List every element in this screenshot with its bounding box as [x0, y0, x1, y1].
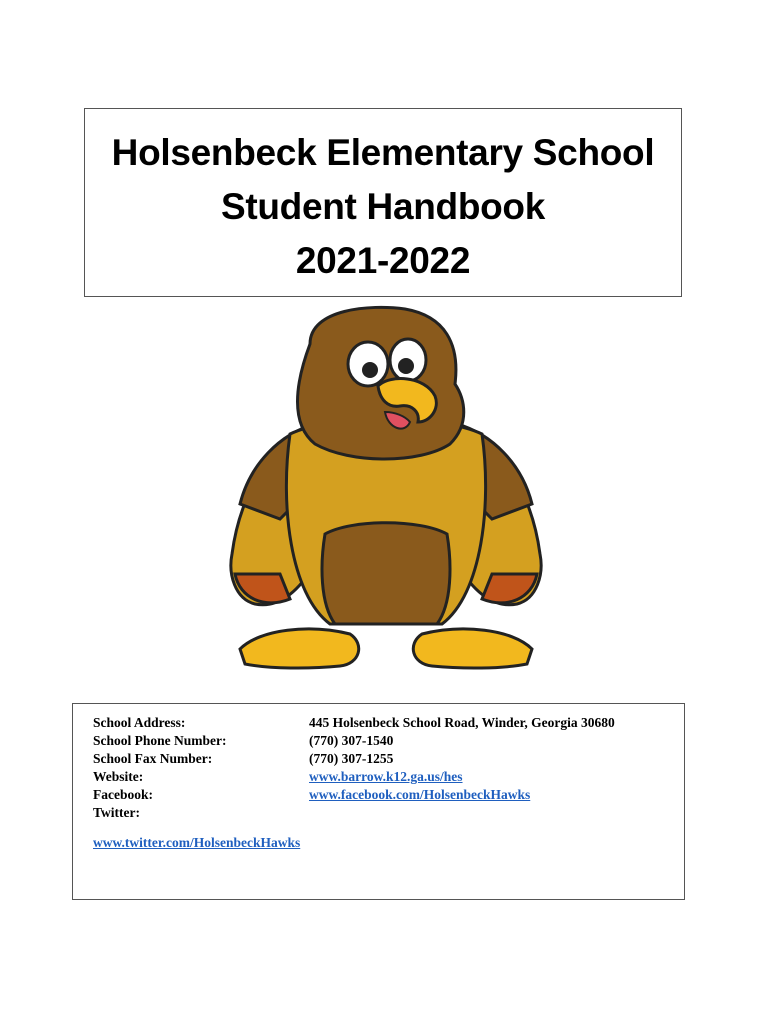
facebook-label: Facebook:: [93, 787, 153, 802]
phone-label: School Phone Number:: [93, 733, 227, 748]
title-box: [84, 108, 682, 297]
fax-label: School Fax Number:: [93, 751, 213, 766]
school-year: 2021-2022: [295, 240, 471, 281]
phone-value: (770) 307-1540: [309, 733, 394, 748]
hawk-mascot-drawing: [220, 304, 552, 694]
twitter-label: Twitter:: [93, 805, 140, 820]
facebook-link[interactable]: www.facebook.com/HolsenbeckHawks: [309, 787, 531, 802]
left-pupil: [362, 362, 378, 378]
legs: [322, 523, 450, 624]
right-pupil: [398, 358, 414, 374]
address-label: School Address:: [93, 715, 186, 730]
school-info-box: [72, 703, 685, 900]
website-label: Website:: [93, 769, 144, 784]
right-foot: [413, 629, 532, 668]
hawk-mascot-icon: [220, 304, 552, 694]
handbook-title: Student Handbook: [220, 186, 546, 227]
twitter-link[interactable]: www.twitter.com/HolsenbeckHawks: [93, 835, 301, 850]
fax-value: (770) 307-1255: [309, 751, 394, 766]
left-foot: [240, 629, 359, 668]
website-link[interactable]: www.barrow.k12.ga.us/hes: [309, 769, 463, 784]
school-name: Holsenbeck Elementary School: [111, 132, 655, 173]
address-value: 445 Holsenbeck School Road, Winder, Georgia 30680: [309, 715, 615, 730]
